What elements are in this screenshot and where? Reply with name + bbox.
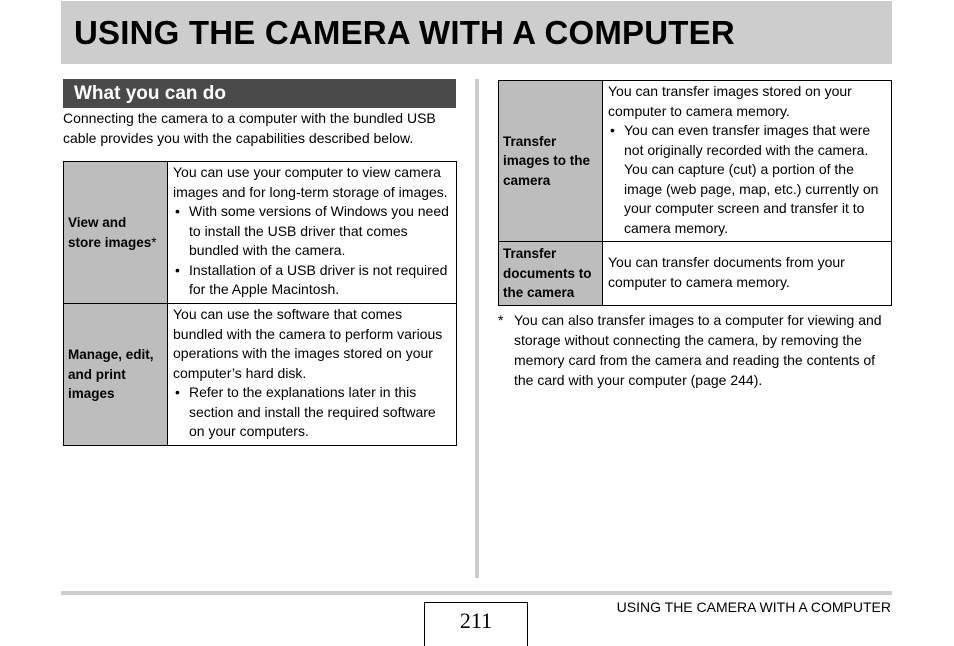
title-bar (61, 1, 892, 64)
asterisk-mark: * (151, 234, 157, 250)
page-number: 211 (424, 602, 528, 646)
footnote-text: You can also transfer images to a computer for viewing and storage without connecting the camera, by removing the memory card from the camera and reading the contents of the card with your computer (page 244). (514, 312, 882, 388)
row-label-view-store (64, 162, 168, 304)
row-description (603, 81, 892, 242)
row-text: You can transfer images stored on your computer to camera memory. (608, 83, 852, 119)
intro-paragraph: Connecting the camera to a computer with the bundled USB cable provides you with the capabilities described below. (63, 110, 436, 146)
bullet-text: Refer to the explanations later in this section and install the required software on your computers. (189, 384, 436, 439)
row-description (168, 304, 457, 446)
table-row (499, 242, 892, 306)
bullet-icon: • (175, 384, 180, 400)
capabilities-table-left (63, 161, 457, 446)
bullet-text: With some versions of Windows you need to install the USB driver that comes bundled with the camera. (189, 203, 449, 258)
capabilities-table-right (498, 80, 892, 306)
footnote (498, 310, 892, 390)
row-label-text: View and store images (68, 215, 152, 250)
bullet-list (173, 202, 451, 300)
bullet-text: Installation of a USB driver is not required for the Apple Macintosh. (189, 261, 448, 297)
footer-rule (61, 591, 892, 595)
row-description (168, 162, 457, 304)
table-row (64, 304, 457, 446)
row-text: You can use the software that comes bundled with the camera to perform various operations with the images stored on your computer’s hard disk. (173, 306, 443, 381)
table-row (64, 162, 457, 304)
bullet-list (608, 121, 886, 238)
footnote-asterisk: * (498, 312, 504, 328)
list-item (173, 202, 451, 261)
row-label-manage-edit-print: Manage, edit, and print images (64, 304, 168, 446)
running-title: USING THE CAMERA WITH A COMPUTER (616, 599, 891, 615)
list-item (173, 383, 451, 442)
list-item (608, 121, 886, 238)
row-text: You can transfer documents from your computer to camera memory. (608, 254, 845, 290)
bullet-text: You can even transfer images that were not originally recorded with the camera. You can capture (cut) a portion of the image (web page, map, etc.) currently on your computer screen and transfer it to camera memory. (624, 122, 879, 236)
row-text: You can use your computer to view camera images and for long-term storage of images. (173, 164, 448, 200)
list-item (173, 261, 451, 300)
table-row (499, 81, 892, 242)
bullet-icon: • (175, 203, 180, 219)
bullet-list (173, 383, 451, 442)
bullet-icon: • (610, 122, 615, 138)
row-label-transfer-documents: Transfer documents to the camera (499, 242, 603, 306)
column-divider (475, 79, 479, 578)
row-label-transfer-images: Transfer images to the camera (499, 81, 603, 242)
row-description (603, 242, 892, 306)
bullet-icon: • (175, 261, 180, 278)
section-heading: What you can do (63, 79, 456, 108)
page-title: USING THE CAMERA WITH A COMPUTER (74, 14, 735, 51)
